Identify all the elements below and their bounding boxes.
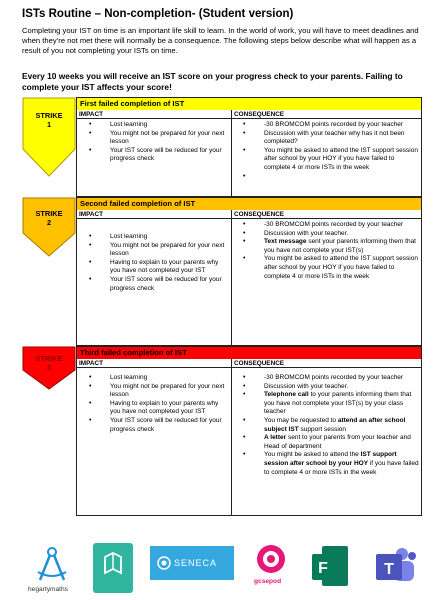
teams-logo [372,544,418,590]
strike-2-impact-list [110,233,228,293]
strike-1-label: STRIKE [35,111,63,120]
list-item: • Discussion with your teacher why has it not been completed? [264,130,419,147]
hoy-rest: if you have failed to complete 4 or more ISTs in the week [264,459,419,476]
seneca-logo [150,546,234,580]
strike-3-table [76,346,422,516]
after-school-emphasis: attend an after school subject IST [264,416,406,433]
list-item [264,451,419,477]
hoy-emphasis: IST support session after school by your HOY [264,451,397,467]
after-school-lead: You may be requested to [264,416,338,424]
strike-2-label: STRIKE [35,209,63,218]
strike-3-consequence-list [264,374,419,477]
strike-1-chevron-icon [22,97,76,177]
intro-paragraph: Completing your IST on time is an important life skill to learn. In the world of work, you will have to meet deadlines and when they’re not met there will normally be a consequence. The following steps below describe what will happen as a result of you not completing your ISTs on time. [22,26,419,55]
list-item: • You might not be prepared for your next lesson [110,383,228,400]
strike-2-badge [22,197,76,257]
strike-1-column-divider [231,110,232,196]
hoy-lead: You might be asked to attend the [264,451,361,459]
teams-icon [372,544,418,590]
forms-icon [310,544,350,590]
book-logo [93,543,133,593]
forms-logo [310,544,350,590]
strike-3-impact-header: IMPACT [77,359,231,368]
list-item: • Discussion with your teacher. [264,383,419,392]
list-item: • You might not be prepared for your next lesson [110,130,228,147]
strike-3-label: STRIKE [35,354,63,363]
after-school-rest: support session [298,425,347,433]
strike-1-impact-list [110,121,228,164]
svg-text:T: T [384,561,394,578]
open-book-icon [93,543,133,583]
list-item: • Your IST score will be reduced for your progress check [110,147,228,164]
gcsepod-ring-icon [254,542,288,576]
gcsepod-wordmark: gcsepod [254,578,282,585]
list-item: • Your IST score will be reduced for your progress check [110,276,228,293]
strike-2-consequence-header: CONSEQUENCE [232,210,421,219]
strike-3-heading: Third failed completion of IST [77,347,421,359]
list-item: • Having to explain to your parents why you have not completed your IST [110,259,228,276]
text-message-emphasis: Text message [264,238,307,246]
strike-1-consequence-list [264,121,419,182]
platform-logos [0,540,446,600]
strike-1-number: 1 [46,120,52,129]
list-item: • -30 BROMCOM points recorded by your teacher [264,374,419,383]
letter-emphasis: A letter [264,434,287,442]
list-item [264,391,419,417]
gcsepod-logo [254,542,288,592]
list-item: • Lost learning [110,374,228,383]
strike-2-chevron-icon [22,197,76,257]
telephone-call-rest: to your parents informing them that you have not complete your IST(s) by your class teacher [264,391,412,416]
strike-1-impact-header: IMPACT [77,110,231,119]
strike-2-number: 2 [46,218,52,227]
seneca-swirl-icon [156,555,172,571]
telephone-call-emphasis: Telephone call [264,391,309,399]
strike-3-column-divider [231,359,232,515]
list-item: • You might be asked to attend the IST support session after school by your HOY if you have failed to complete 4 or more ISTs in the week [264,147,419,173]
strike-1-heading: First failed completion of IST [77,98,421,110]
list-item: • -30 BROMCOM points recorded by your teacher [264,121,419,130]
strike-2-consequence-list [264,221,419,281]
strike-1-consequence-header: CONSEQUENCE [232,110,421,119]
strike-2-column-divider [231,210,232,345]
strike-3-badge [22,346,76,390]
list-item: • Discussion with your teacher. [264,230,419,239]
strike-1-badge [22,97,76,177]
list-item: • You might be asked to attend the IST support session after school by your HOY if you have failed to complete 4 or more ISTs in the week [264,255,419,281]
list-item: • You might not be prepared for your next lesson [110,242,228,259]
strike-2-impact-header: IMPACT [77,210,231,219]
list-item: • Having to explain to your parents why you have not completed your IST [110,400,228,417]
list-item: • Lost learning [110,121,228,130]
strike-3-number: 3 [46,363,52,372]
text-message-rest: sent your parents informing them that you have not complete your IST(s) [264,238,416,254]
letter-rest: sent to your parents from your teacher and Head of department [264,434,411,450]
list-item [264,238,419,255]
list-item: • -30 BROMCOM points recorded by your teacher [264,221,419,230]
score-warning: Every 10 weeks you will receive an IST score on your progress check to your parents. Failing to complete your IST affects your score! [22,71,403,92]
list-item [264,434,419,451]
hegartymaths-wordmark: hegartymaths [28,586,68,593]
svg-text:F: F [318,560,328,577]
list-item [264,417,419,434]
strike-1-table [76,97,422,197]
strike-2-table [76,197,422,346]
compass-icon [30,546,74,584]
strike-3-impact-list [110,374,228,434]
seneca-wordmark: SENECA [174,558,218,568]
page-title: ISTs Routine – Non-completion- (Student version) [22,8,294,20]
strike-2-heading: Second failed completion of IST [77,198,421,210]
list-item [264,173,419,182]
list-item: • Your IST score will be reduced for your progress check [110,417,228,434]
list-item: • Lost learning [110,233,228,242]
strike-3-consequence-header: CONSEQUENCE [232,359,421,368]
hegartymaths-logo [30,546,74,596]
